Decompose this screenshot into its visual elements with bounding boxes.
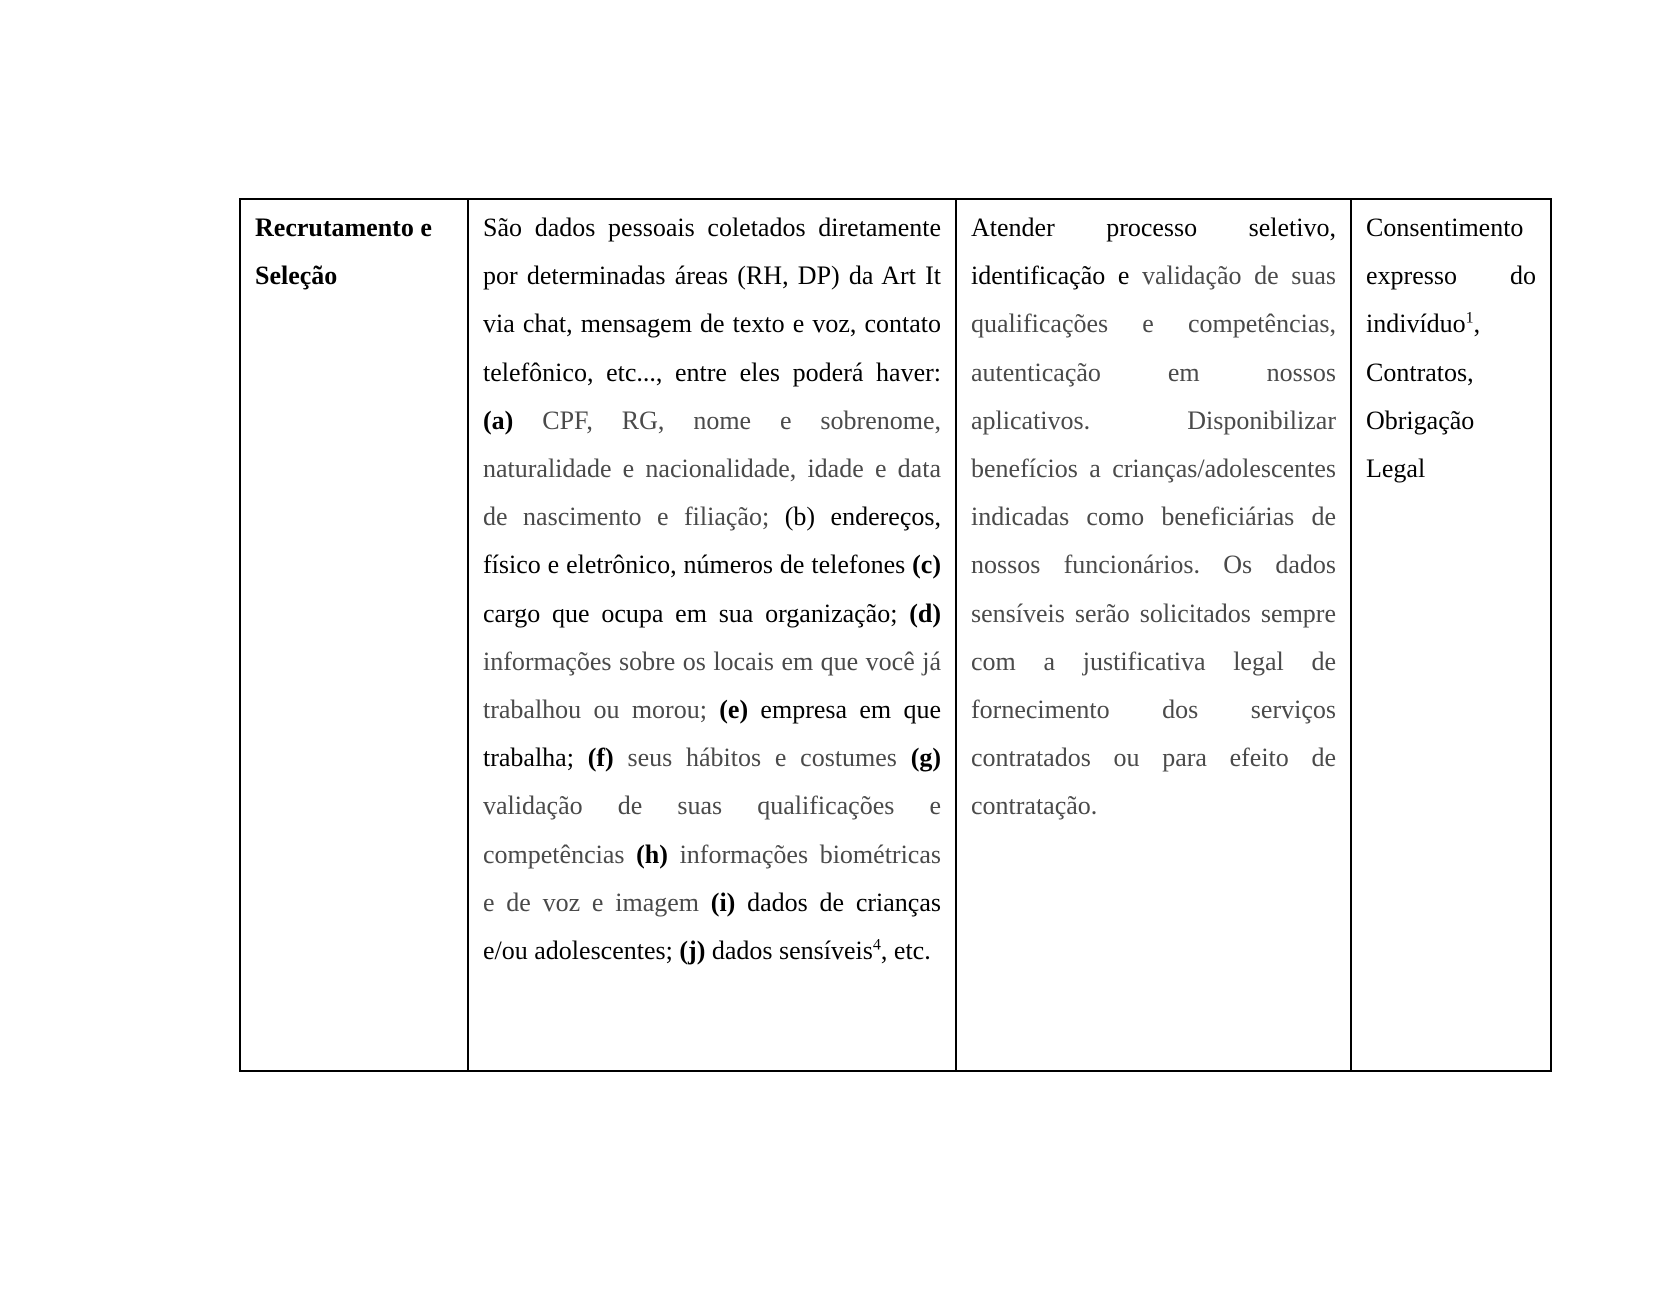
item-j-text: dados sensíveis <box>705 936 873 966</box>
legal-basis-contracts: Contratos, <box>1366 357 1474 387</box>
purpose-text-2: validação de suas qualificações e competências, autenticação em nossos aplicativos. Disponibilizar benefícios a crianças/adolescentes indicadas como beneficiárias de nossos funcionários. Os dados sensíveis serão solicitados sempre com a justificativa legal de fornecimento dos serviços contratados ou para efeito de contratação. <box>971 261 1336 821</box>
purpose-cell <box>956 199 1351 1071</box>
item-a-text: CPF, RG, nome e sobrenome, naturalidade e nacionalidade, idade e data de nascimento e filiação; <box>483 405 941 532</box>
legal-basis-comma: , <box>1473 309 1481 339</box>
description-end: , etc. <box>880 936 931 966</box>
item-j-label: (j) <box>679 936 706 966</box>
category-line-2: Seleção <box>255 261 338 291</box>
item-g-text: validação de suas qualificações e competências <box>483 791 941 869</box>
legal-basis-obligation: Obrigação Legal <box>1366 405 1475 484</box>
category-line-1: Recrutamento e <box>255 213 432 242</box>
data-description-cell <box>468 199 956 1071</box>
purpose-text-1: Atender processo seletivo, identificação e <box>971 213 1336 291</box>
description-intro: São dados pessoais coletados diretamente por determinadas áreas (RH, DP) da Art It via chat, mensagem de texto e voz, contato telefônico, etc..., entre eles poderá haver: <box>483 213 941 387</box>
item-g-label: (g) <box>910 743 942 773</box>
table-row <box>240 199 1551 1071</box>
item-d-label: (d) <box>909 598 941 628</box>
legal-basis-cell <box>1351 199 1551 1071</box>
item-d-text: informações sobre os locais em que você já trabalhou ou morou; <box>483 646 941 725</box>
data-processing-table <box>239 198 1552 1072</box>
item-a-label: (a) <box>483 405 514 435</box>
footnote-ref-1: 1 <box>1465 309 1474 327</box>
item-e-label: (e) <box>719 695 749 725</box>
legal-basis-consent: Consentimento expresso do indivíduo <box>1366 213 1536 339</box>
item-b-label: (b) <box>769 502 816 532</box>
item-h-text: informações biométricas e de voz e imagem <box>483 839 941 917</box>
footnote-ref-4: 4 <box>872 936 881 954</box>
item-b-text: endereços, físico e eletrônico, números de telefones <box>483 502 941 580</box>
item-c-label: (c) <box>912 550 941 580</box>
item-f-label: (f) <box>587 743 614 773</box>
item-h-label: (h) <box>636 839 668 869</box>
item-i-label: (i) <box>710 887 736 917</box>
item-e-text: empresa em que trabalha; <box>483 695 941 773</box>
item-f-text: seus hábitos e costumes <box>613 743 911 773</box>
item-c-text: cargo que ocupa em sua organização; <box>483 598 910 628</box>
item-i-text: dados de crianças e/ou adolescentes; <box>483 887 942 966</box>
category-cell <box>240 199 468 1071</box>
